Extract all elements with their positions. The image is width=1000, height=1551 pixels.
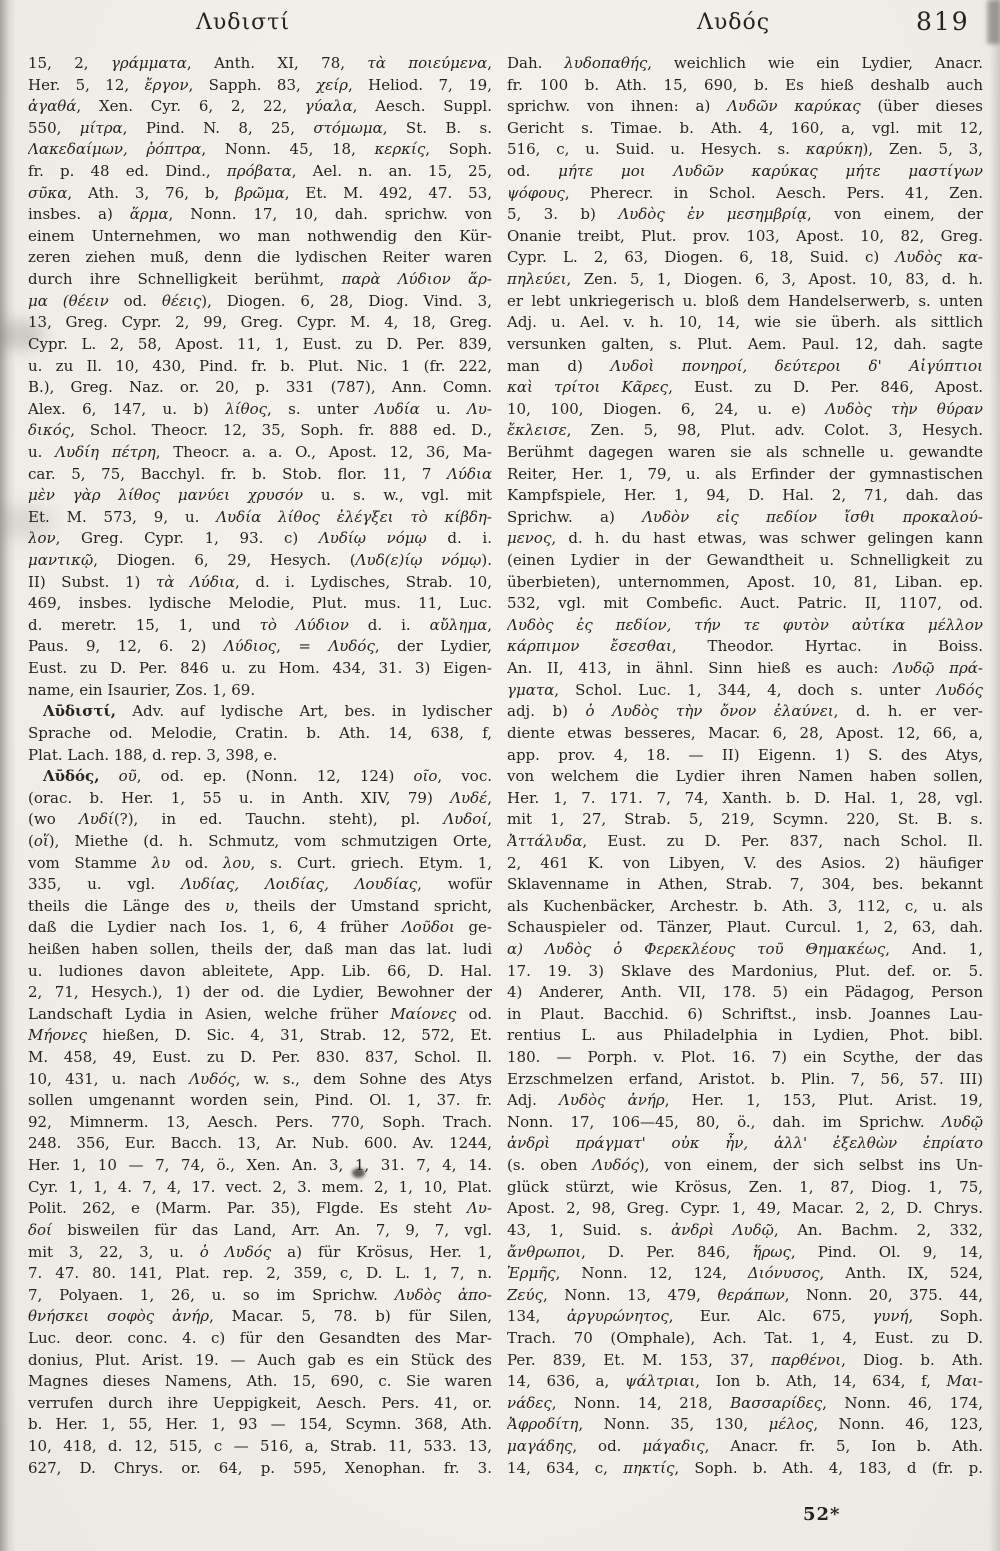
text-line: νάδες, Nonn. 14, 218, Βασσαρίδες, Nonn. 46, 174, [507, 1393, 983, 1412]
text-line: u. zu Il. 10, 430, Pind. fr. b. Plut. Nic. 1 (fr. 222, [28, 356, 492, 375]
text-line: 180. — Porph. v. Plot. 16. 7) ein Scythe, der das [507, 1048, 983, 1067]
text-line: Berühmt dagegen waren sie als schnelle u. gewandte [507, 442, 983, 461]
text-line: (wo Λυδί(?), in ed. Tauchn. steht), pl. Λυδοί, [28, 810, 492, 829]
text-line: (einen Lydier in der Gewandtheit u. Schnelligkeit zu [507, 551, 983, 570]
text-line: u. ludiones davon ableitete, App. Lib. 66, D. Hal. [28, 961, 492, 980]
text-line: man d) Λυδοὶ πονηροί, δεύτεροι δ' Αἰγύπτιοι [507, 356, 983, 375]
text-line: ἄνθρωποι, D. Per. 846, ἥρως, Pind. Ol. 9, 14, [507, 1242, 983, 1261]
text-line: 469, insbes. lydische Melodie, Plut. mus. 11, Luc. [28, 594, 492, 613]
text-line: 7. 47. 80. 141, Plat. rep. 2, 359, c, D. L. 1, 7, n. [28, 1264, 492, 1283]
text-line: σῦκα, Ath. 3, 76, b, βρῶμα, Et. M. 492, 47. 53, [28, 183, 492, 202]
text-line: 14, 634, c, πηκτίς, Soph. b. Ath. 4, 183, d (fr. p. [507, 1458, 983, 1477]
text-line: heißen haben sollen, theils der, daß man das lat. ludi [28, 939, 492, 958]
right-column [507, 53, 983, 1479]
text-line: daß die Lydier nach Ios. 1, 6, 4 früher Λοῦδοι ge- [28, 918, 492, 937]
text-line: vom Stamme λυ od. λου, s. Curt. griech. Etym. 1, [28, 853, 492, 872]
text-line: λον, Greg. Cypr. 1, 93. c) Λυδίῳ νόμῳ d. i. [28, 529, 492, 548]
text-line: Ἀττάλυδα, Eust. zu D. Per. 837, nach Schol. Il. [507, 831, 983, 850]
text-line: Apost. 2, 98, Greg. Cypr. 1, 49, Macar. 2, 2, D. Chrys. [507, 1199, 983, 1218]
text-line: versunken galten, s. Plut. Aem. Paul. 12, dah. sagte [507, 334, 983, 353]
text-line: 92, Mimnerm. 13, Aesch. Pers. 770, Soph. Trach. [28, 1112, 492, 1131]
text-line: app. prov. 4, 18. — II) Eigenn. 1) S. des Atys, [507, 745, 983, 764]
text-line: Λυδὸς ἐς πεδίον, τήν τε φυτὸν αὐτίκα μέλλον [507, 615, 983, 634]
text-line: Kampfspiele, Her. 1, 94, D. Hal. 2, 71, dah. das [507, 486, 983, 505]
text-line: καὶ τρίτοι Κᾶρες, Eust. zu D. Per. 846, Apost. [507, 378, 983, 397]
text-line: (s. oben Λυδός), von einem, der sich selbst ins Un- [507, 1156, 983, 1175]
text-line: Schauspieler od. Tänzer, Plaut. Curcul. 1, 2, 63, dah. [507, 918, 983, 937]
text-line: Λῡδιστί, Adv. auf lydische Art, bes. in lydischer [43, 702, 492, 721]
text-line: insbes. a) ἅρμα, Nonn. 17, 10, dah. sprichw. von [28, 205, 492, 224]
scan-corner-mark [987, 0, 1000, 44]
text-line: Sprichw. a) Λυδὸν εἰς πεδίον ἴσθι προκαλού- [507, 507, 983, 526]
text-line: ψόφους, Pherecr. in Schol. Aesch. Pers. 41, Zen. [507, 183, 983, 202]
text-line: Nonn. 17, 106—45, 80, ö., dah. im Sprichw. Λυδῷ [507, 1112, 983, 1131]
text-line: ἔκλεισε, Zen. 5, 98, Plut. adv. Colot. 3, Hesych. [507, 421, 983, 440]
text-line: von welchem die Lydier ihren Namen haben sollen, [507, 767, 983, 786]
text-line: 17. 19. 3) Sklave des Mardonius, Plut. def. or. 5. [507, 961, 983, 980]
text-line: α) Λυδὸς ὁ Φερεκλέους τοῦ Θημακέως, And. 1, [507, 939, 983, 958]
text-line: μα (θέειν od. θέεις), Diogen. 6, 28, Diog. Vind. 3, [28, 291, 492, 310]
text-line: 335, u. vgl. Λυδίας, Λοιδίας, Λουδίας, wofür [28, 875, 492, 894]
text-line: An. II, 413, in ähnl. Sinn hieß es auch: Λυδῷ πρά- [507, 659, 983, 678]
text-line: Reiter, Her. 1, 79, u. als Erfinder der gymnastischen [507, 464, 983, 483]
text-line: Dah. λυδοπαθής, weichlich wie ein Lydier, Anacr. [507, 54, 983, 72]
text-line: car. 5, 75, Bacchyl. fr. b. Stob. flor. 11, 7 Λύδια [28, 464, 492, 483]
text-line: zeren ziehen muß, denn die lydischen Reiter waren [28, 248, 492, 267]
text-line: donius, Plut. Arist. 19. — Auch gab es ein Stück des [28, 1350, 492, 1369]
text-line: κάρπιμον ἔσεσθαι, Theodor. Hyrtac. in Boiss. [507, 637, 983, 656]
text-line: 2, 71, Hesych.), 1) der od. die Lydier, Bewohner der [28, 983, 492, 1002]
text-line: Λῡδός, οῦ, od. ep. (Nonn. 12, 124) οῖο, voc. [43, 767, 492, 786]
text-line: b. Her. 1, 55, Her. 1, 93 — 154, Scymn. 368, Ath. [28, 1415, 492, 1434]
text-line: Onanie treibt, Plut. prov. 103, Apost. 10, 82, Greg. [507, 226, 983, 245]
text-line: 15, 2, γράμματα, Anth. XI, 78, τὰ ποιεύμενα, [28, 54, 492, 72]
text-line: Polit. 262, e (Marm. Par. 35), Flgde. Es steht Λυ- [28, 1199, 492, 1218]
signature-mark: 52* [803, 1504, 841, 1525]
running-head-left: Λυδιστί [196, 10, 290, 35]
text-line: verrufen durch ihre Ueppigkeit, Aesch. Pers. 41, or. [28, 1393, 492, 1412]
text-line: diente etwas besseres, Macar. 6, 28, Apost. 12, 66, a, [507, 723, 983, 742]
text-line: 248. 356, Eur. Bacch. 13, Ar. Nub. 600. Av. 1244, [28, 1134, 492, 1153]
text-line: πηλεύει, Zen. 5, 1, Diogen. 6, 3, Apost. 10, 83, d. h. [507, 270, 983, 289]
text-line: (οἵ), Miethe (d. h. Schmutz, vom schmutzigen Orte, [28, 831, 492, 850]
text-line: 7, Polyaen. 1, 26, u. so im Sprichw. Λυδὸς ἀπο- [28, 1285, 492, 1304]
text-line: ἀγαθά, Xen. Cyr. 6, 2, 22, γύαλα, Aesch. Suppl. [28, 97, 492, 116]
text-line: theils die Länge des υ, theils der Umstand spricht, [28, 896, 492, 915]
text-line: 4) Anderer, Anth. VII, 178. 5) ein Pädagog, Person [507, 983, 983, 1002]
text-line: M. 458, 49, Eust. zu D. Per. 830. 837, Schol. Il. [28, 1048, 492, 1067]
scan-edge-shadow-right [989, 0, 1000, 1551]
text-line: Trach. 70 (Omphale), Ach. Tat. 1, 4, Eust. zu D. [507, 1328, 983, 1347]
text-line: 10, 418, d. 12, 515, c — 516, a, Strab. 11, 533. 13, [28, 1437, 492, 1455]
text-line: 43, 1, Suid. s. ἀνδρὶ Λυδῷ, An. Bachm. 2, 332, [507, 1220, 983, 1239]
text-line: 10, 431, u. nach Λυδός, w. s., dem Sohne des Atys [28, 1069, 492, 1088]
text-line: Her. 1, 7. 171. 7, 74, Xanth. b. D. Hal. 1, 28, vgl. [507, 788, 983, 807]
left-column [28, 53, 492, 1479]
text-columns [28, 53, 983, 1479]
text-line: Ἑρμῆς, Nonn. 12, 124, Διόνυσος, Anth. IX, 524, [507, 1264, 983, 1283]
text-line: 627, D. Chrys. or. 64, p. 595, Xenophan. fr. 3. [28, 1458, 492, 1477]
text-line: Eust. zu D. Per. 846 u. zu Hom. 434, 31. 3) Eigen- [28, 659, 492, 678]
text-line: ἀνδρὶ πράγματ' οὐκ ἦν, ἀλλ' ἐξελθὼν ἐπρίατο [507, 1134, 983, 1153]
text-line: name, ein Isaurier, Zos. 1, 69. [28, 680, 256, 699]
text-line: Magnes dieses Namens, Ath. 15, 690, c. Sie waren [28, 1372, 492, 1391]
text-line: Per. 839, Et. M. 153, 37, παρθένοι, Diog. b. Ath. [507, 1350, 983, 1369]
text-line: II) Subst. 1) τὰ Λύδια, d. i. Lydisches, Strab. 10, [28, 572, 492, 591]
text-line: Sklavenname in Athen, Strab. 7, 304, bes. bekannt [507, 875, 983, 894]
text-line: überbieten), unternommen, Apost. 10, 81, Liban. ep. [507, 572, 983, 591]
text-line: Cypr. L. 2, 63, Diogen. 6, 18, Suid. c) Λυδὸς κα- [507, 248, 983, 267]
text-line: od. μήτε μοι Λυδῶν καρύκας μήτε μαστίγων [507, 162, 983, 181]
scan-edge-shadow-left [0, 0, 16, 1551]
text-line: Alex. 6, 147, u. b) λίθος, s. unter Λυδία u. Λυ- [28, 399, 492, 418]
text-line: mit 1, 27, Strab. 5, 219, Scymn. 220, St. B. s. [507, 810, 983, 829]
text-line: u. Λυδίη πέτρη, Theocr. a. a. O., Apost. 12, 36, Ma- [28, 442, 492, 461]
text-line: δικός, Schol. Theocr. 12, 35, Soph. fr. 888 ed. D., [28, 421, 492, 440]
text-line: Luc. deor. conc. 4. c) für den Gesandten des Mar- [28, 1328, 492, 1347]
text-line: Her. 1, 10 — 7, 74, ö., Xen. An. 3, 1, 31. 7, 4, 14. [28, 1156, 492, 1175]
text-line: sollen umgenannt worden sein, Pind. Ol. 1, 37. fr. [28, 1091, 492, 1110]
text-line: θνήσκει σοφὸς ἀνήρ, Macar. 5, 78. b) für Silen, [28, 1307, 492, 1326]
text-line: fr. 100 b. Ath. 15, 690, b. Es hieß deshalb auch [507, 75, 983, 94]
text-line: Λακεδαίμων, ῥόπτρα, Nonn. 45, 18, κερκίς, Soph. [28, 140, 492, 159]
text-line: als Kuchenbäcker, Archestr. b. Ath. 3, 112, c, u. als [507, 896, 983, 915]
text-line: adj. b) ὁ Λυδὸς τὴν ὄνον ἐλαύνει, d. h. er ver- [507, 702, 983, 721]
text-line: B.), Greg. Naz. or. 20, p. 331 (787), Ann. Comn. [28, 378, 492, 397]
running-head-right: Λυδός [697, 10, 771, 35]
text-line: μαγάδης, od. μάγαδις, Anacr. fr. 5, Ion b. Ath. [507, 1437, 983, 1455]
text-line: d. meretr. 15, 1, und τὸ Λύδιον d. i. αὔλημα, [28, 615, 492, 634]
text-line: in Plaut. Bacchid. 6) Schriftst., insb. Joannes Lau- [507, 1004, 983, 1023]
text-line: δοί bisweilen für das Land, Arr. An. 7, 9, 7, vgl. [28, 1220, 492, 1239]
text-line: 10, 100, Diogen. 6, 24, u. e) Λυδὸς τὴν θύραν [507, 399, 983, 418]
text-line: Gericht s. Timae. b. Ath. 4, 160, a, vgl. mit 12, [507, 118, 983, 137]
text-line: 134, ἀργυρώνητος, Eur. Alc. 675, γυνή, Soph. [507, 1307, 983, 1326]
text-line: Her. 5, 12, ἔργον, Sapph. 83, χείρ, Heliod. 7, 19, [28, 75, 492, 94]
text-line: Μήονες hießen, D. Sic. 4, 31, Strab. 12, 572, Et. [28, 1026, 492, 1045]
text-line: 516, c, u. Suid. u. Hesych. s. καρύκη), Zen. 5, 3, [507, 140, 983, 159]
text-line: Cyr. 1, 1, 4. 7, 4, 17. vect. 2, 3. mem. 2, 1, 10, Plat. [28, 1177, 492, 1196]
text-line: 14, 636, a, ψάλτριαι, Ion b. Ath, 14, 634, f, Μαι- [507, 1372, 983, 1391]
text-line: mit 3, 22, 3, u. ὁ Λυδός a) für Krösus, Her. 1, [28, 1242, 492, 1261]
text-line: μαντικῷ, Diogen. 6, 29, Hesych. (Λυδ(ε)ίῳ νόμῳ). [28, 551, 492, 570]
text-line: (orac. b. Her. 1, 55 u. in Anth. XIV, 79) Λυδέ, [28, 788, 492, 807]
text-line: Sprache od. Melodie, Cratin. b. Ath. 14, 638, f, [28, 723, 492, 742]
text-line: 550, μίτρα, Pind. N. 8, 25, στόμωμα, St. B. s. [28, 118, 492, 137]
text-line: 5, 3. b) Λυδὸς ἐν μεσημβρίᾳ, von einem, der [507, 205, 983, 224]
text-line: glück stürzt, wie Krösus, Zen. 1, 87, Diog. 1, 75, [507, 1177, 983, 1196]
text-line: fr. p. 48 ed. Dind., πρόβατα, Ael. n. an. 15, 25, [28, 162, 492, 181]
text-line: sprichw. von ihnen: a) Λυδῶν καρύκας (über dieses [507, 97, 983, 116]
text-line: Adj. Λυδὸς ἀνήρ, Her. 1, 153, Plut. Arist. 19, [507, 1091, 983, 1110]
text-line: Et. M. 573, 9, u. Λυδία λίθος ἐλέγξει τὸ κίβδη- [28, 507, 492, 526]
text-line: er lebt unkriegerisch u. bloß dem Handelserwerb, s. unten [507, 291, 983, 310]
text-line: rentius L. aus Philadelphia in Lydien, Phot. bibl. [507, 1026, 983, 1045]
text-line: 2, 461 K. von Libyen, V. des Asios. 2) häufiger [507, 853, 983, 872]
text-line: Landschaft Lydia in Asien, welche früher Μαίονες od. [28, 1004, 492, 1023]
page-number: 819 [916, 7, 970, 36]
text-line: Erzschmelzen erfand, Aristot. b. Plin. 7, 56, 57. III) [507, 1069, 983, 1088]
text-line: Adj. u. Ael. v. h. 10, 14, wie sie überh. als sittlich [507, 313, 983, 332]
text-line: 13, Greg. Cypr. 2, 99, Greg. Cypr. M. 4, 18, Greg. [28, 313, 492, 332]
text-line: Cypr. L. 2, 58, Apost. 11, 1, Eust. zu D. Per. 839, [28, 334, 492, 353]
text-line: Paus. 9, 12, 6. 2) Λύδιος, = Λυδός, der Lydier, [28, 637, 492, 656]
text-line: μὲν γὰρ λίθος μανύει χρυσόν u. s. w., vgl. mit [28, 486, 492, 505]
text-line: Ἀφροδίτη, Nonn. 35, 130, μέλος, Nonn. 46, 123, [507, 1415, 983, 1434]
text-line: 532, vgl. mit Combefic. Auct. Patric. II, 1107, od. [507, 594, 983, 613]
text-line: einem Unternehmen, wo man nothwendig den Kür- [28, 226, 492, 245]
text-line: γματα, Schol. Luc. 1, 344, 4, doch s. unter Λυδός [507, 680, 983, 699]
text-line: Plat. Lach. 188, d. rep. 3, 398, e. [28, 745, 278, 764]
text-line: μενος, d. h. du hast etwas, was schwer gelingen kann [507, 529, 983, 548]
text-line: durch ihre Schnelligkeit berühmt, παρὰ Λύδιον ἅρ- [28, 270, 492, 289]
text-line: Ζεύς, Nonn. 13, 479, θεράπων, Nonn. 20, 375. 44, [507, 1285, 983, 1304]
